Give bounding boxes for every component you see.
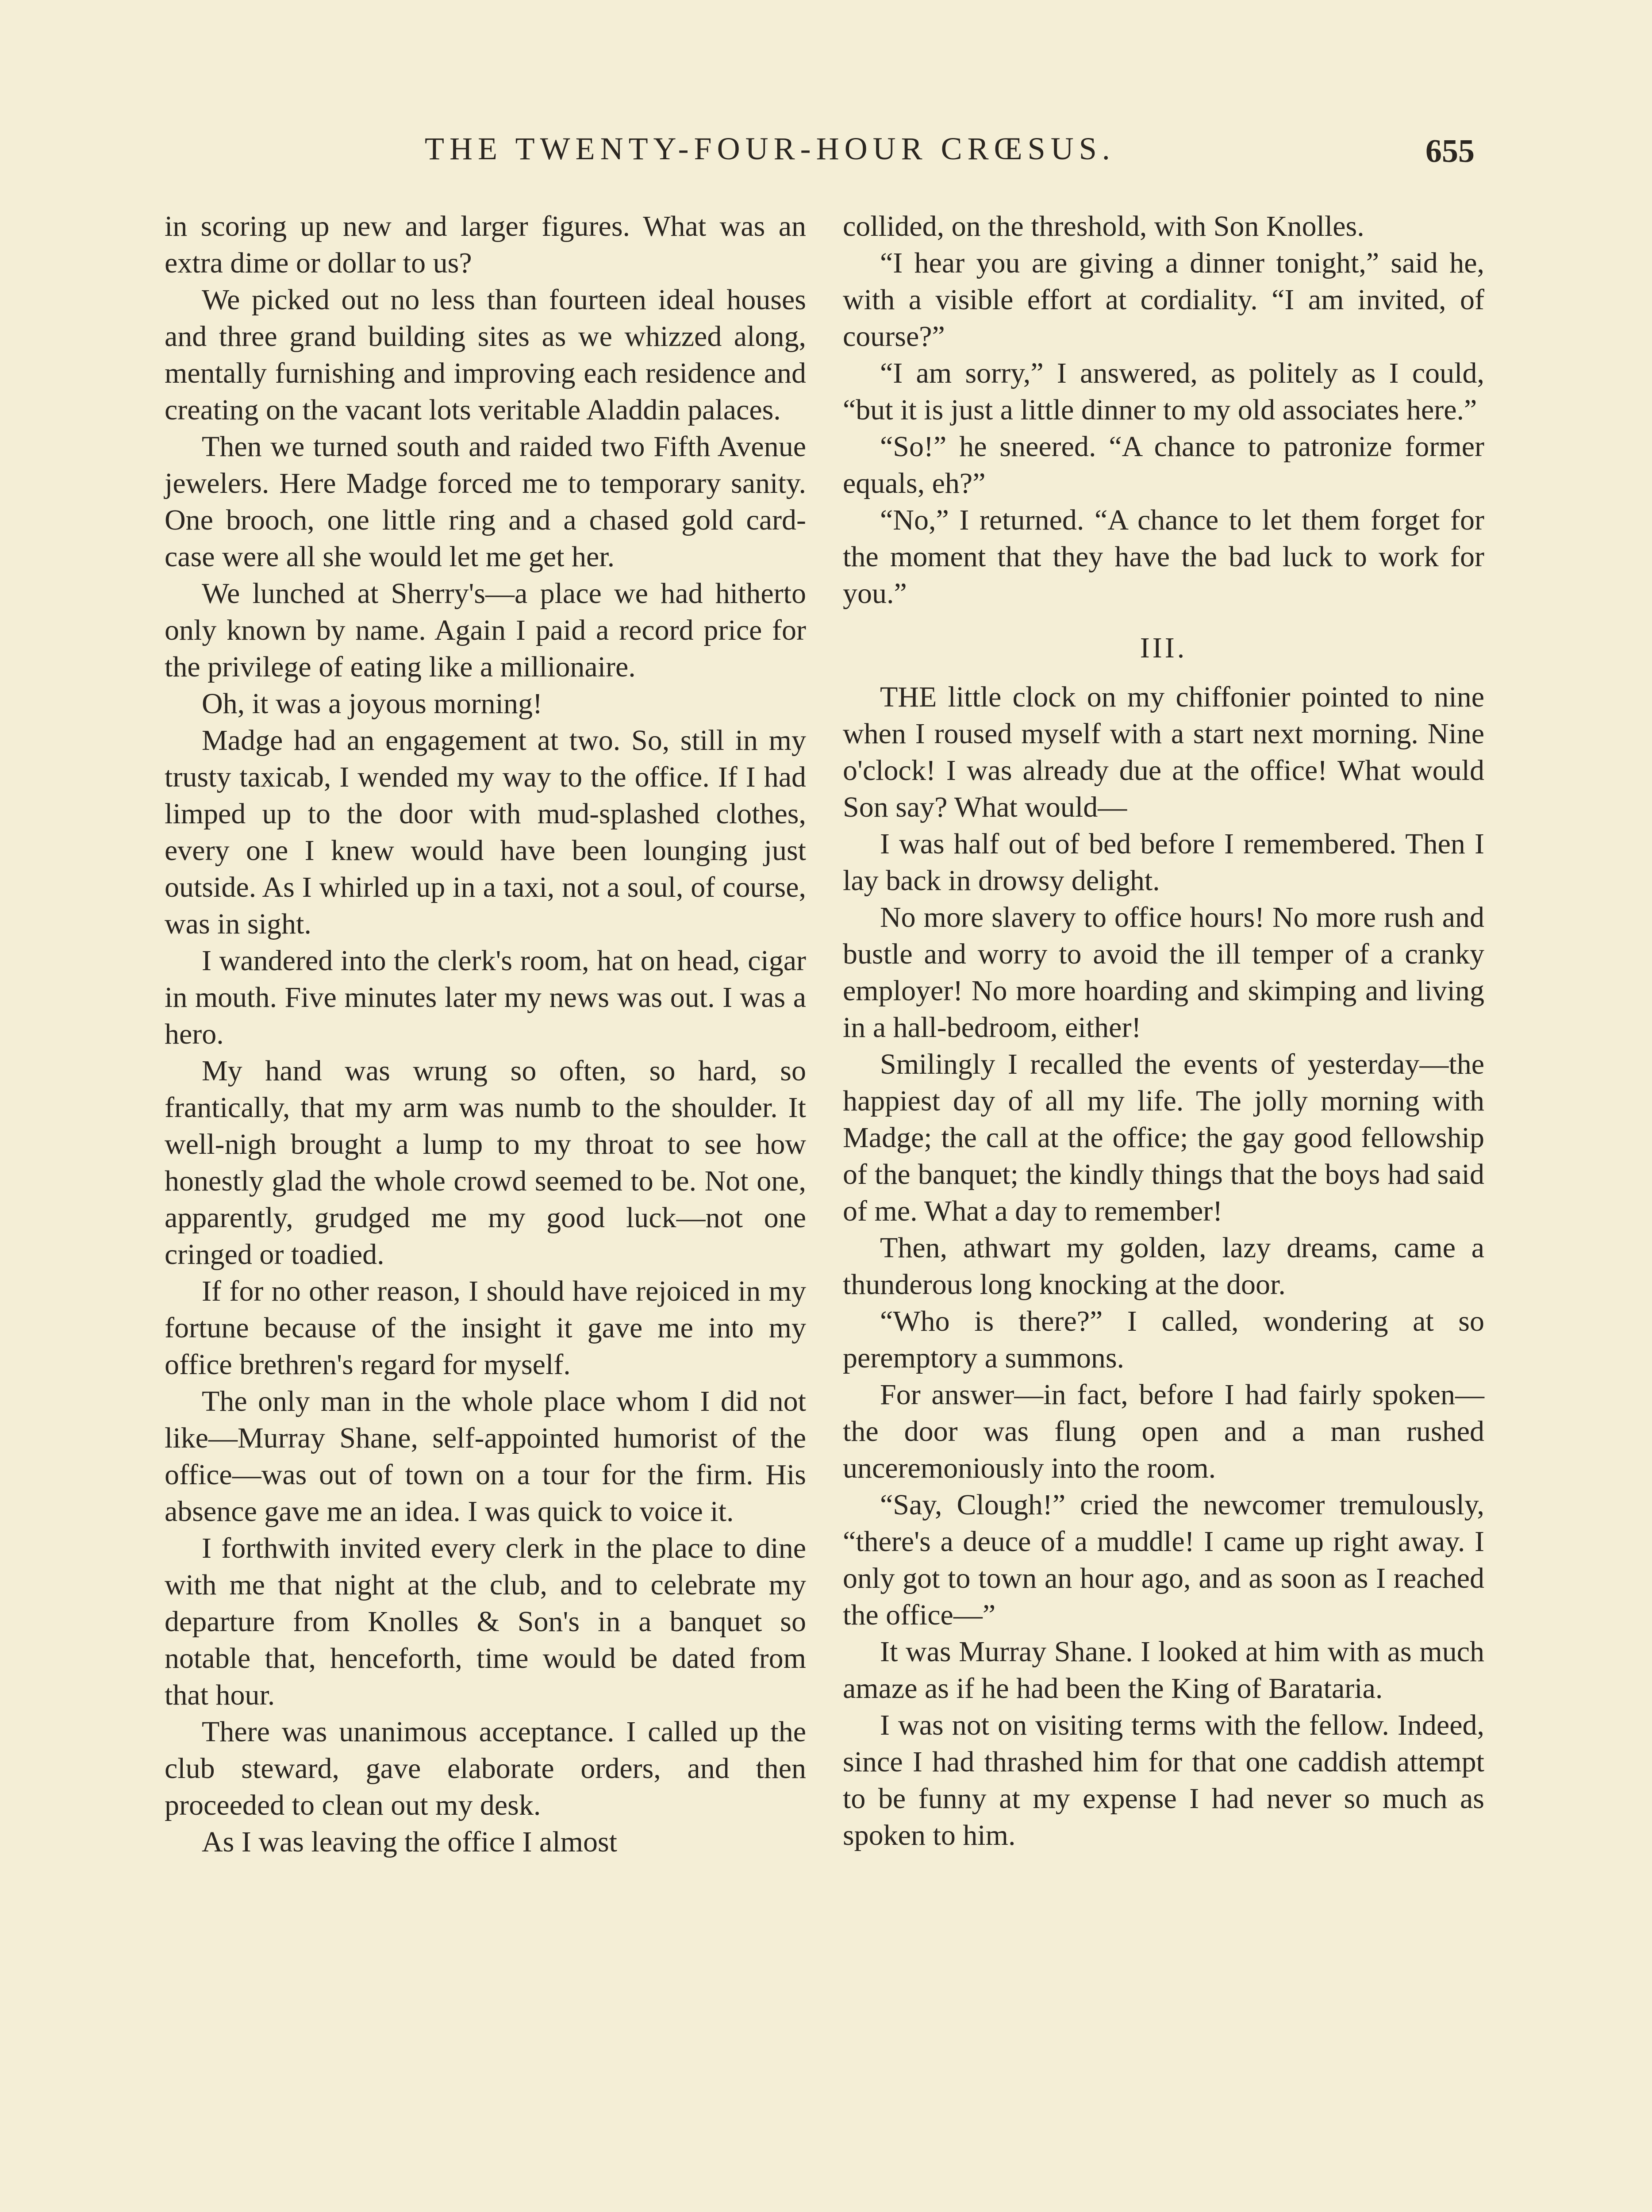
paragraph: My hand was wrung so often, so hard, so frantically, that my arm was numb to the shoulder. It well-nigh brought a lump to my throat to see how honestly glad the whole crowd seemed to be. Not one, apparently, grudged me my good luck—not one cringed or toadied. (165, 1055, 806, 1271)
paragraph: “No,” I returned. “A chance to let them forget for the moment that they have the bad luck to work for you.” (843, 504, 1484, 610)
running-title: THE TWENTY-FOUR-HOUR CRŒSUS. (425, 131, 1115, 166)
paragraph: No more slavery to office hours! No more rush and bustle and worry to avoid the ill temper of a cranky employer! No more hoarding and skimping and living in a hall-bedroom, either! (843, 901, 1484, 1044)
paragraph: As I was leaving the office I almost (202, 1826, 618, 1858)
right-column-top (843, 208, 1484, 612)
paragraph: We picked out no less than fourteen ideal houses and three grand building sites as we whizzed along, mentally furnishing and improving each residence and creating on the vacant lots veritable Aladdin palaces. (165, 284, 806, 426)
paragraph: Madge had an engagement at two. So, still in my trusty taxicab, I wended my way to the office. If I had limped up to the door with mud-splashed clothes, every one I knew would have been lounging just outside. As I whirled up in a taxi, not a soul, of course, was in sight. (165, 724, 806, 940)
right-column-bottom (843, 679, 1484, 1854)
paragraph: collided, on the threshold, with Son Knolles. (843, 210, 1364, 242)
paragraph: There was unanimous acceptance. I called up the club steward, gave elaborate orders, and then proceeded to clean out my desk. (165, 1716, 806, 1821)
paragraph: If for no other reason, I should have rejoiced in my fortune because of the insight it gave me into my office brethren's regard for myself. (165, 1275, 806, 1381)
paragraph: “Say, Clough!” cried the newcomer tremulously, “there's a deuce of a muddle! I came up right away. I only got to town an hour ago, and as soon as I reached the office—” (843, 1489, 1484, 1631)
paragraph: Then, athwart my golden, lazy dreams, came a thunderous long knocking at the door. (843, 1232, 1484, 1301)
paragraph: I was half out of bed before I remembered. Then I lay back in drowsy delight. (843, 828, 1484, 897)
paragraph: “I am sorry,” I answered, as politely as I could, “but it is just a little dinner to my old associates here.” (843, 357, 1484, 426)
paragraph: We lunched at Sherry's—a place we had hitherto only known by name. Again I paid a record price for the privilege of eating like a millionaire. (165, 577, 806, 683)
paragraph: Smilingly I recalled the events of yesterday—the happiest day of all my life. The jolly morning with Madge; the call at the office; the gay good fellowship of the banquet; the kindly things that the boys had said of me. What a day to remember! (843, 1048, 1484, 1227)
paragraph: Then we turned south and raided two Fifth Avenue jewelers. Here Madge forced me to temporary sanity. One brooch, one little ring and a chased gold card-case were all she would let me get her. (165, 430, 806, 573)
page-number: 655 (1425, 133, 1475, 169)
paragraph: “Who is there?” I called, wondering at so peremptory a summons. (843, 1305, 1484, 1374)
paragraph: I forthwith invited every clerk in the place to dine with me that night at the club, and to celebrate my departure from Knolles & Son's in a banquet so notable that, henceforth, time would be dated from that hour. (165, 1532, 806, 1711)
paragraph: It was Murray Shane. I looked at him with as much amaze as if he had been the King of Barataria. (843, 1636, 1484, 1705)
paragraph: Oh, it was a joyous morning! (202, 687, 542, 720)
right-column (843, 208, 1484, 1854)
paragraph: in scoring up new and larger figures. What was an extra dime or dollar to us? (165, 210, 806, 279)
section-heading: III. (1140, 632, 1187, 664)
paragraph: I wandered into the clerk's room, hat on head, cigar in mouth. Five minutes later my news was out. I was a hero. (165, 945, 806, 1050)
paragraph: THE little clock on my chiffonier pointed to nine when I roused myself with a start next morning. Nine o'clock! I was already due at the office! What would Son say? What would— (843, 681, 1484, 823)
paragraph: “I hear you are giving a dinner tonight,” said he, with a visible effort at cordiality. “I am invited, of course?” (843, 247, 1484, 353)
paragraph: For answer—in fact, before I had fairly spoken—the door was flung open and a man rushed unceremoniously into the room. (843, 1379, 1484, 1484)
paragraph: I was not on visiting terms with the fellow. Indeed, since I had thrashed him for that one caddish attempt to be funny at my expense I had never so much as spoken to him. (843, 1709, 1484, 1851)
paragraph: “So!” he sneered. “A chance to patronize former equals, eh?” (843, 430, 1484, 499)
left-column (165, 208, 806, 1860)
paragraph: The only man in the whole place whom I did not like—Murray Shane, self-appointed humorist of the office—was out of town on a tour for the firm. His absence gave me an idea. I was quick to voice it. (165, 1385, 806, 1528)
